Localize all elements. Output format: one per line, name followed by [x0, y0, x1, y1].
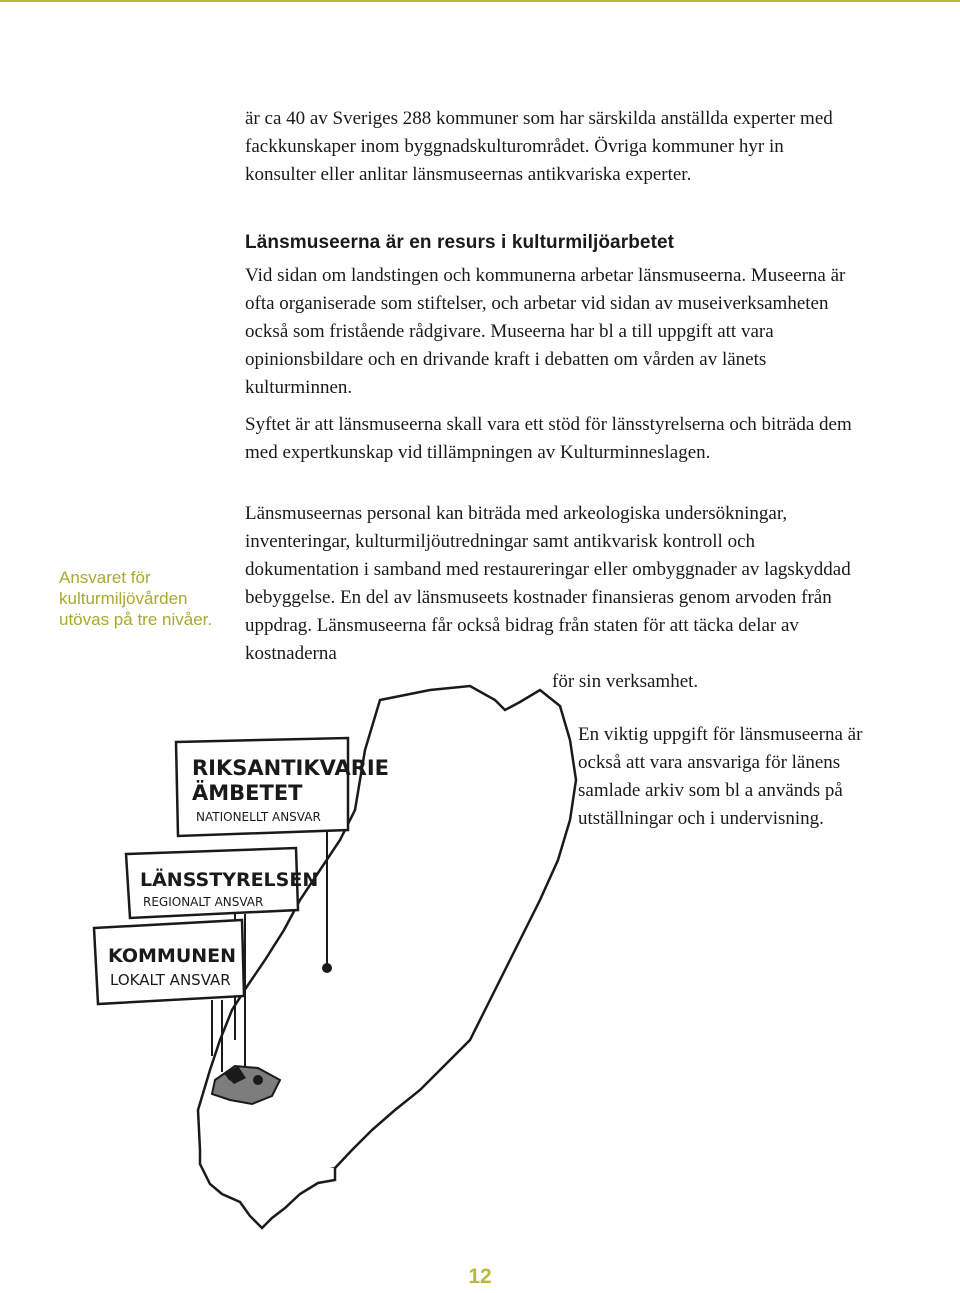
sign1-line1: RIKSANTIKVARIE	[192, 756, 390, 780]
paragraph-3-tail: för sin verksamhet.	[552, 671, 699, 692]
sign1-line2: ÄMBETET	[192, 781, 303, 805]
sign1-pin	[322, 963, 332, 973]
sign2-line1: LÄNSSTYRELSEN	[140, 869, 319, 891]
intro-text: är ca 40 av Sveriges 288 kommuner som har särskilda anställda experter med fackkunskaper inom byggnadskulturområdet. Övriga kommuner hyr in konsulter eller anlitar länsmuseernas antikvariska experter.	[245, 108, 833, 185]
paragraph-2-text: Syftet är att länsmuseerna skall vara ett stöd för länsstyrelserna och biträda dem med expertkunskap vid tillämpningen av Kulturminneslagen.	[245, 414, 852, 463]
margin-note: Ansvaret för kulturmiljövården utövas på tre nivåer.	[59, 568, 213, 629]
sign2-pin	[253, 1075, 263, 1085]
sign3-pin	[227, 1071, 237, 1081]
section-heading: Länsmuseerna är en resurs i kulturmiljöarbetet	[245, 232, 675, 253]
paragraph-3-text: Länsmuseernas personal kan biträda med arkeologiska undersökningar, inventeringar, kulturmiljöutredningar samt antikvarisk kontroll och dokumentation i samband med restaureringar eller ombyggnader av lagskyddad bebyggelse. En del av länsmuseets kostnader finansieras genom arvoden från uppdrag. Länsmuseerna får också bidrag från staten för att täcka delar av kostnaderna	[245, 503, 851, 664]
paragraph-1-text: Vid sidan om landstingen och kommunerna arbetar länsmuseerna. Museerna är ofta organiserade som stiftelser, och arbetar vid sidan av museiverksamheten också som fristående rådgivare. Museerna har bl a till uppgift att vara opinionsbildare och en drivande kraft i debatten om vården av länets kulturminnen.	[245, 265, 846, 398]
page-number: 12	[468, 1265, 492, 1288]
sign1-line3: NATIONELLT ANSVAR	[196, 810, 321, 824]
sign3-line2: LOKALT ANSVAR	[110, 971, 231, 989]
paragraph-4-text: En viktig uppgift för länsmuseerna är också att vara ansvariga för länens samlade arkiv som bl a används på utställningar och i undervisning.	[578, 724, 863, 829]
sign3-line1: KOMMUNEN	[108, 945, 237, 967]
sign2-line2: REGIONALT ANSVAR	[143, 895, 264, 909]
